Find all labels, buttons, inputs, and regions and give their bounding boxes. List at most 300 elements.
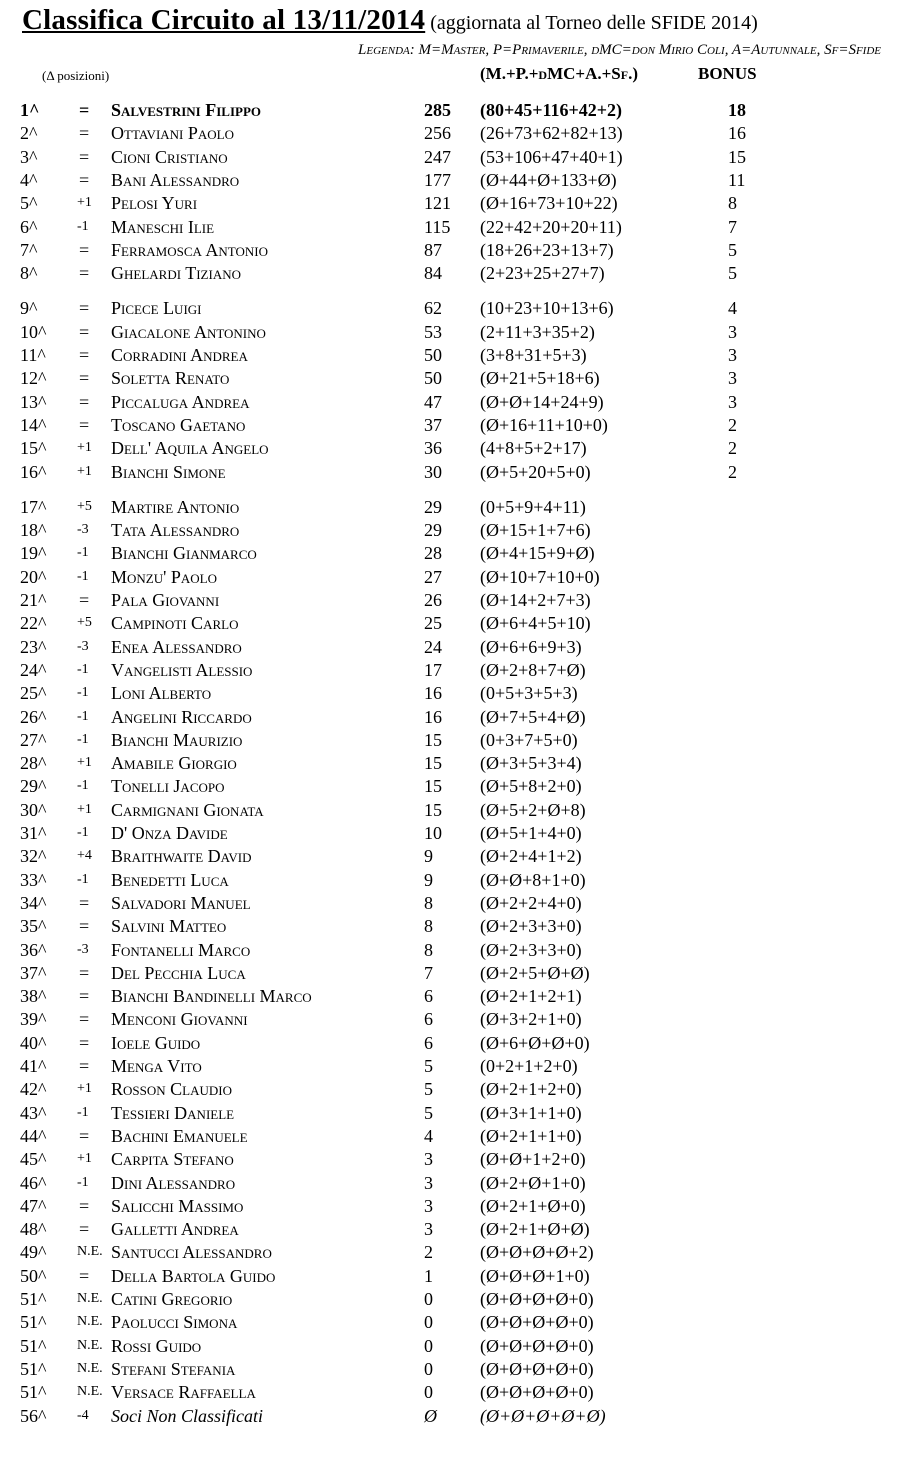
bonus-value: 3 xyxy=(728,321,737,342)
position-change: +1 xyxy=(77,801,92,817)
player-name: Ottaviani Paolo xyxy=(111,123,234,144)
total-points: 16 xyxy=(424,683,442,704)
position-change: +1 xyxy=(77,1081,92,1097)
total-points: 15 xyxy=(424,799,442,820)
table-row xyxy=(0,870,911,892)
rank-position: 30^ xyxy=(20,799,47,820)
rank-position: 51^ xyxy=(20,1382,47,1403)
total-points: 62 xyxy=(424,298,442,319)
position-change: = xyxy=(79,123,90,144)
player-name: Loni Alberto xyxy=(111,683,212,704)
points-breakdown: (Ø+2+1+Ø+0) xyxy=(480,1195,586,1216)
table-row xyxy=(0,1033,911,1055)
player-name: Fontanelli Marco xyxy=(111,939,251,960)
player-name: Bianchi Simone xyxy=(111,461,226,482)
table-row xyxy=(0,1359,911,1381)
points-breakdown: (Ø+Ø+Ø+1+0) xyxy=(480,1265,590,1286)
position-change: = xyxy=(79,916,90,937)
total-points: 177 xyxy=(424,169,451,190)
table-row xyxy=(0,193,911,215)
player-name: Paolucci Simona xyxy=(111,1312,238,1333)
rank-position: 9^ xyxy=(20,298,38,319)
table-row xyxy=(0,683,911,705)
player-name: Santucci Alessandro xyxy=(111,1242,272,1263)
position-change: = xyxy=(79,368,90,389)
points-breakdown: (Ø+16+73+10+22) xyxy=(480,193,618,214)
player-name: Martire Antonio xyxy=(111,496,240,517)
points-breakdown: (Ø+2+5+Ø+Ø) xyxy=(480,962,590,983)
rank-position: 37^ xyxy=(20,962,47,983)
player-name: Piccaluga Andrea xyxy=(111,391,250,412)
table-row xyxy=(0,1009,911,1031)
points-breakdown: (Ø+14+2+7+3) xyxy=(480,590,591,610)
rank-position: 5^ xyxy=(20,193,38,214)
rank-position: 24^ xyxy=(20,659,47,680)
position-change: +4 xyxy=(77,848,92,864)
points-breakdown: (Ø+3+5+3+4) xyxy=(480,753,582,774)
player-name: Maneschi Ilie xyxy=(111,216,215,237)
points-breakdown: (Ø+Ø+1+2+0) xyxy=(480,1149,586,1170)
position-change: -1 xyxy=(77,568,89,584)
total-points: 16 xyxy=(424,706,442,727)
position-change: = xyxy=(79,1032,90,1053)
total-points: 6 xyxy=(424,1032,433,1053)
rank-position: 12^ xyxy=(20,368,47,389)
player-name: Carmignani Gionata xyxy=(111,799,264,820)
bonus-value: 3 xyxy=(728,368,737,389)
position-change: -1 xyxy=(77,778,89,794)
rank-position: 6^ xyxy=(20,216,38,237)
table-row xyxy=(0,730,911,752)
points-breakdown: (2+11+3+35+2) xyxy=(480,321,595,342)
rank-position: 51^ xyxy=(20,1312,47,1333)
rank-position: 16^ xyxy=(20,461,47,482)
bonus-value: 8 xyxy=(728,193,737,214)
rank-position: 18^ xyxy=(20,520,47,541)
total-points: 8 xyxy=(424,939,433,960)
position-change: -1 xyxy=(77,825,89,840)
total-points: 29 xyxy=(424,520,442,541)
position-change: = xyxy=(79,146,90,167)
player-name: Vangelisti Alessio xyxy=(111,659,253,680)
rank-position: 25^ xyxy=(20,683,47,704)
position-change: -1 xyxy=(77,1174,89,1190)
points-breakdown: (26+73+62+82+13) xyxy=(480,123,623,144)
position-change: -1 xyxy=(77,218,89,234)
points-breakdown: (Ø+15+1+7+6) xyxy=(480,520,591,541)
player-name: Del Pecchia Luca xyxy=(111,962,246,983)
total-points: 9 xyxy=(424,869,433,890)
position-change: +1 xyxy=(77,755,92,771)
table-row xyxy=(0,1103,911,1125)
player-name: Ghelardi Tiziano xyxy=(111,263,241,284)
player-name: Bachini Emanuele xyxy=(111,1125,248,1146)
table-row xyxy=(0,1149,911,1171)
position-change: -1 xyxy=(77,661,89,677)
rank-position: 19^ xyxy=(20,543,47,564)
points-breakdown: (Ø+7+5+4+Ø) xyxy=(480,706,586,727)
total-points: 3 xyxy=(424,1195,433,1216)
total-points: 8 xyxy=(424,916,433,937)
position-change: -1 xyxy=(77,731,89,747)
position-change: = xyxy=(79,263,90,284)
table-row xyxy=(0,567,911,589)
position-change: = xyxy=(79,1195,90,1216)
rank-position: 39^ xyxy=(20,1009,47,1030)
player-name: Benedetti Luca xyxy=(111,869,229,890)
points-breakdown: (22+42+20+20+11) xyxy=(480,216,622,237)
total-points: 15 xyxy=(424,729,442,750)
position-change: N.E. xyxy=(77,1337,103,1353)
rank-position: 47^ xyxy=(20,1195,47,1216)
total-points: 0 xyxy=(424,1312,433,1333)
points-breakdown: (Ø+5+2+Ø+8) xyxy=(480,799,586,820)
table-row xyxy=(0,823,911,845)
total-points: 5 xyxy=(424,1102,433,1123)
points-breakdown: (Ø+2+1+2+1) xyxy=(480,986,582,1007)
points-breakdown: (Ø+5+20+5+0) xyxy=(480,461,591,482)
total-points: 5 xyxy=(424,1056,433,1076)
table-row xyxy=(0,147,911,169)
bonus-value: 5 xyxy=(728,239,737,260)
points-breakdown: (Ø+6+6+9+3) xyxy=(480,636,582,657)
rank-position: 44^ xyxy=(20,1125,47,1146)
bonus-value: 18 xyxy=(728,100,746,120)
points-breakdown: (Ø+2+3+3+0) xyxy=(480,939,582,960)
points-breakdown: (Ø+Ø+Ø+Ø+0) xyxy=(480,1289,594,1309)
player-name: Ioele Guido xyxy=(111,1032,201,1053)
table-row xyxy=(0,1289,911,1311)
rank-position: 4^ xyxy=(20,169,38,190)
position-change: = xyxy=(79,1265,90,1286)
rank-position: 36^ xyxy=(20,939,47,960)
player-name: Enea Alessandro xyxy=(111,636,242,657)
position-change: +1 xyxy=(77,440,92,456)
position-change: +5 xyxy=(77,615,92,631)
position-change: +1 xyxy=(77,195,92,211)
table-row xyxy=(0,1196,911,1218)
points-breakdown: (Ø+Ø+8+1+0) xyxy=(480,869,586,890)
table-row xyxy=(0,590,911,612)
table-row xyxy=(0,100,911,122)
total-points: 15 xyxy=(424,776,442,797)
player-name: Menconi Giovanni xyxy=(111,1009,248,1030)
table-row xyxy=(0,322,911,344)
player-name: Menga Vito xyxy=(111,1056,202,1076)
player-name: Bani Alessandro xyxy=(111,169,240,190)
points-breakdown: (Ø+2+1+Ø+Ø) xyxy=(480,1219,590,1240)
rank-position: 48^ xyxy=(20,1219,47,1240)
player-name: Salvini Matteo xyxy=(111,916,227,937)
rank-position: 23^ xyxy=(20,636,47,657)
position-change: -1 xyxy=(77,685,89,701)
rank-position: 50^ xyxy=(20,1265,47,1286)
rank-position: 13^ xyxy=(20,391,47,412)
table-row xyxy=(0,345,911,367)
bonus-column-header: BONUS xyxy=(698,64,757,83)
rank-position: 29^ xyxy=(20,776,47,797)
total-points: 0 xyxy=(424,1358,433,1379)
total-points: 24 xyxy=(424,636,442,657)
rank-position: 51^ xyxy=(20,1335,47,1356)
rank-position: 20^ xyxy=(20,566,47,587)
player-name: Braithwaite David xyxy=(111,846,252,867)
position-change: N.E. xyxy=(77,1314,103,1330)
bonus-value: 7 xyxy=(728,216,737,237)
position-change: = xyxy=(79,345,90,365)
rank-position: 41^ xyxy=(20,1056,47,1076)
table-row xyxy=(0,1406,911,1428)
player-name: Campinoti Carlo xyxy=(111,613,239,634)
points-breakdown: (0+5+3+5+3) xyxy=(480,683,578,704)
table-row xyxy=(0,392,911,414)
points-breakdown: (Ø+6+Ø+Ø+0) xyxy=(480,1032,590,1053)
player-name: D' Onza Davide xyxy=(111,823,228,843)
rank-position: 42^ xyxy=(20,1079,47,1100)
total-points: 115 xyxy=(424,216,451,237)
points-breakdown: (0+3+7+5+0) xyxy=(480,729,578,750)
position-change: -1 xyxy=(77,1104,89,1120)
legend: Legenda: M=Master, P=Primaverile, dMC=don Mirio Coli, A=Autunnale, Sf=Sfide xyxy=(358,42,881,58)
rank-position: 11^ xyxy=(20,345,46,365)
points-breakdown: (0+5+9+4+11) xyxy=(480,496,586,517)
bonus-value: 16 xyxy=(728,123,746,144)
table-row xyxy=(0,497,911,519)
table-row xyxy=(0,986,911,1008)
player-name: Toscano Gaetano xyxy=(111,414,246,435)
table-row xyxy=(0,170,911,192)
player-name: Picece Luigi xyxy=(111,298,202,319)
player-name: Pelosi Yuri xyxy=(111,193,198,214)
player-name: Giacalone Antonino xyxy=(111,321,266,342)
position-change: N.E. xyxy=(77,1244,103,1260)
points-breakdown: (Ø+Ø+Ø+Ø+Ø) xyxy=(480,1405,606,1426)
table-row xyxy=(0,1126,911,1148)
bonus-value: 2 xyxy=(728,461,737,482)
player-name: Angelini Riccardo xyxy=(111,706,252,727)
formula-column-header: (M.+P.+dMC+A.+Sf.) xyxy=(480,64,638,83)
position-change: -1 xyxy=(77,708,89,724)
table-row xyxy=(0,1219,911,1241)
points-breakdown: (Ø+21+5+18+6) xyxy=(480,368,600,389)
player-name: Bianchi Gianmarco xyxy=(111,543,257,564)
points-breakdown: (Ø+Ø+Ø+Ø+0) xyxy=(480,1382,594,1403)
table-row xyxy=(0,240,911,262)
position-change: -4 xyxy=(77,1407,89,1423)
table-row xyxy=(0,800,911,822)
points-breakdown: (Ø+2+4+1+2) xyxy=(480,846,582,867)
bonus-value: 2 xyxy=(728,438,737,459)
rank-position: 43^ xyxy=(20,1102,47,1123)
bonus-value: 5 xyxy=(728,263,737,284)
table-row xyxy=(0,916,911,938)
points-breakdown: (Ø+2+3+3+0) xyxy=(480,916,582,937)
position-change: -3 xyxy=(77,941,89,957)
position-change: -3 xyxy=(77,638,89,654)
total-points: 0 xyxy=(424,1335,433,1356)
player-name: Galletti Andrea xyxy=(111,1219,239,1240)
total-points: 0 xyxy=(424,1289,433,1309)
total-points: 28 xyxy=(424,543,442,564)
table-row xyxy=(0,520,911,542)
position-change: = xyxy=(79,962,90,983)
position-change: = xyxy=(79,414,90,435)
points-breakdown: (Ø+2+1+1+0) xyxy=(480,1125,582,1146)
total-points: 30 xyxy=(424,461,442,482)
position-change: = xyxy=(79,590,90,610)
player-name: Rossi Guido xyxy=(111,1335,202,1356)
player-name: Rosson Claudio xyxy=(111,1079,232,1100)
total-points: 247 xyxy=(424,146,451,167)
total-points: 37 xyxy=(424,414,442,435)
total-points: 5 xyxy=(424,1079,433,1100)
total-points: 53 xyxy=(424,321,442,342)
points-breakdown: (Ø+4+15+9+Ø) xyxy=(480,543,595,564)
points-breakdown: (Ø+Ø+Ø+Ø+0) xyxy=(480,1312,594,1333)
rank-position: 38^ xyxy=(20,986,47,1007)
rank-position: 26^ xyxy=(20,706,47,727)
rank-position: 22^ xyxy=(20,613,47,634)
rank-position: 2^ xyxy=(20,123,38,144)
rank-position: 7^ xyxy=(20,239,38,260)
total-points: 87 xyxy=(424,239,442,260)
position-change: = xyxy=(79,1009,90,1030)
delta-note: (Δ posizioni) xyxy=(42,68,110,83)
table-row xyxy=(0,1266,911,1288)
position-change: = xyxy=(79,892,90,913)
total-points: 36 xyxy=(424,438,442,459)
player-name: Cioni Cristiano xyxy=(111,146,228,167)
points-breakdown: (Ø+6+4+5+10) xyxy=(480,613,591,634)
position-change: N.E. xyxy=(77,1291,103,1306)
points-breakdown: (Ø+3+1+1+0) xyxy=(480,1102,582,1123)
table-row xyxy=(0,893,911,915)
points-breakdown: (Ø+2+1+2+0) xyxy=(480,1079,582,1100)
player-name: Tonelli Jacopo xyxy=(111,776,225,797)
total-points: 50 xyxy=(424,368,442,389)
table-row xyxy=(0,753,911,775)
player-name: Bianchi Maurizio xyxy=(111,729,243,750)
player-name: Corradini Andrea xyxy=(111,345,248,365)
total-points: 25 xyxy=(424,613,442,634)
table-row xyxy=(0,846,911,868)
total-points: 2 xyxy=(424,1242,433,1263)
points-breakdown: (Ø+Ø+14+24+9) xyxy=(480,391,604,412)
points-breakdown: (0+2+1+2+0) xyxy=(480,1056,578,1076)
table-row xyxy=(0,543,911,565)
position-change: +1 xyxy=(77,463,92,479)
position-change: -1 xyxy=(77,545,89,561)
table-row xyxy=(0,1173,911,1195)
player-name: Amabile Giorgio xyxy=(111,753,237,774)
table-row xyxy=(0,123,911,145)
table-row xyxy=(0,438,911,460)
total-points: 4 xyxy=(424,1125,433,1146)
total-points: 8 xyxy=(424,892,433,913)
points-breakdown: (Ø+5+1+4+0) xyxy=(480,823,582,843)
rank-position: 51^ xyxy=(20,1289,47,1309)
total-points: 9 xyxy=(424,846,433,867)
position-change: N.E. xyxy=(77,1384,103,1400)
points-breakdown: (Ø+3+2+1+0) xyxy=(480,1009,582,1030)
table-row xyxy=(0,707,911,729)
rank-position: 34^ xyxy=(20,892,47,913)
table-row xyxy=(0,263,911,285)
position-change: = xyxy=(79,1219,90,1240)
table-row xyxy=(0,1312,911,1334)
table-row xyxy=(0,1079,911,1101)
title-main: Classifica Circuito al 13/11/2014 xyxy=(22,4,426,36)
points-breakdown: (Ø+2+8+7+Ø) xyxy=(480,659,586,680)
total-points: 50 xyxy=(424,345,442,365)
table-row xyxy=(0,660,911,682)
total-points: 6 xyxy=(424,1009,433,1030)
points-breakdown: (2+23+25+27+7) xyxy=(480,263,605,284)
bonus-value: 2 xyxy=(728,414,737,435)
rank-position: 45^ xyxy=(20,1149,47,1170)
table-row xyxy=(0,637,911,659)
position-change: = xyxy=(79,391,90,412)
points-breakdown: (Ø+2+Ø+1+0) xyxy=(480,1172,586,1193)
player-name: Salvestrini Filippo xyxy=(111,100,262,120)
position-change: = xyxy=(79,169,90,190)
table-row xyxy=(0,1056,911,1078)
total-points: 27 xyxy=(424,566,442,587)
table-row xyxy=(0,462,911,484)
total-points: 121 xyxy=(424,193,451,214)
table-row xyxy=(0,1336,911,1358)
player-name: Tessieri Daniele xyxy=(111,1102,235,1123)
rank-position: 56^ xyxy=(20,1405,47,1426)
player-name: Della Bartola Guido xyxy=(111,1265,276,1286)
table-row xyxy=(0,963,911,985)
table-row xyxy=(0,368,911,390)
position-change: = xyxy=(79,1056,90,1076)
points-breakdown: (4+8+5+2+17) xyxy=(480,438,587,459)
bonus-value: 3 xyxy=(728,391,737,412)
player-name: Ferramosca Antonio xyxy=(111,239,269,260)
bonus-value: 15 xyxy=(728,146,746,167)
player-name: Dell' Aquila Angelo xyxy=(111,438,269,459)
total-points: 84 xyxy=(424,263,442,284)
points-breakdown: (Ø+10+7+10+0) xyxy=(480,566,600,587)
total-points: 256 xyxy=(424,123,451,144)
rank-position: 51^ xyxy=(20,1358,47,1379)
table-row xyxy=(0,940,911,962)
rank-position: 15^ xyxy=(20,438,47,459)
points-breakdown: (Ø+2+2+4+0) xyxy=(480,892,582,913)
player-name: Salicchi Massimo xyxy=(111,1195,244,1216)
table-row xyxy=(0,613,911,635)
position-change: -3 xyxy=(77,522,89,538)
total-points: 3 xyxy=(424,1172,433,1193)
rank-position: 32^ xyxy=(20,846,47,867)
player-name: Stefani Stefania xyxy=(111,1358,236,1379)
total-points: 17 xyxy=(424,659,442,680)
table-row xyxy=(0,415,911,437)
total-points: 7 xyxy=(424,962,433,983)
rank-position: 27^ xyxy=(20,729,47,750)
rank-position: 33^ xyxy=(20,869,47,890)
rank-position: 8^ xyxy=(20,263,38,284)
total-points: 10 xyxy=(424,823,442,843)
player-name: Pala Giovanni xyxy=(111,590,220,610)
table-row xyxy=(0,1382,911,1404)
position-change: = xyxy=(79,239,90,260)
player-name: Dini Alessandro xyxy=(111,1172,236,1193)
total-points: Ø xyxy=(424,1405,437,1426)
position-change: +1 xyxy=(77,1151,92,1167)
